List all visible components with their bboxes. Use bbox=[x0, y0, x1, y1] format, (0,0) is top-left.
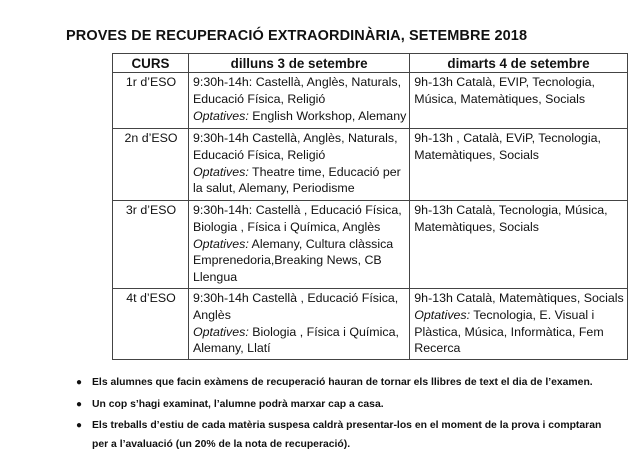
page-title: PROVES DE RECUPERACIÓ EXTRAORDINÀRIA, SETEMBRE 2018 bbox=[66, 28, 528, 44]
note-item bbox=[76, 396, 616, 415]
subjects-line: Música, Matemàtiques, Socials bbox=[414, 91, 586, 106]
note-item bbox=[76, 417, 616, 454]
header-day-1: dilluns 3 de setembre bbox=[189, 54, 410, 73]
notes-list bbox=[76, 374, 616, 457]
optatives-text: Biologia , Física i Química, bbox=[248, 324, 399, 339]
optatives-text: Theatre time, Educació per bbox=[248, 164, 401, 179]
table-header-row bbox=[113, 54, 628, 73]
optatives-text: Emprenedoria,Breaking News, CB bbox=[193, 253, 382, 268]
table-row bbox=[113, 201, 628, 289]
optatives-text: Alemany, Cultura clàssica bbox=[248, 236, 394, 251]
bullet-icon: ● bbox=[76, 398, 83, 410]
course-label: 4t d’ESO bbox=[126, 290, 176, 305]
subjects-line: 9:30h-14h Castellà, Anglès, Naturals, bbox=[193, 131, 398, 145]
table-row bbox=[113, 129, 628, 201]
subjects-line: Anglès bbox=[193, 307, 231, 322]
subjects-line: Matemàtiques, Socials bbox=[414, 219, 539, 234]
course-label: 3r d’ESO bbox=[125, 203, 177, 217]
optatives-text: Recerca bbox=[414, 341, 461, 356]
optatives-text: Plàstica, Música, Informàtica, Fem bbox=[414, 324, 604, 339]
optatives-text: Alemany, Llatí bbox=[193, 341, 271, 356]
optatives-line bbox=[193, 324, 406, 341]
optatives-label: Optatives: bbox=[193, 108, 249, 123]
note-item bbox=[76, 374, 616, 393]
optatives-label: Optatives: bbox=[193, 236, 249, 251]
exam-cell-1 bbox=[189, 288, 410, 359]
subjects-line: 9h-13h , Català, EViP, Tecnologia, bbox=[414, 131, 601, 145]
bullet-icon: ● bbox=[76, 420, 83, 431]
table-row bbox=[113, 288, 628, 359]
course-label: 2n d’ESO bbox=[124, 131, 178, 145]
optatives-line bbox=[193, 108, 406, 125]
optatives-text: English Workshop, Alemany bbox=[248, 108, 407, 123]
bullet-icon: ● bbox=[76, 377, 83, 388]
exam-cell-1 bbox=[189, 129, 410, 201]
subjects-line: 9h-13h Català, Tecnologia, Música, bbox=[414, 203, 608, 217]
subjects-line: Biologia , Física i Química, Anglès bbox=[193, 219, 381, 234]
exam-cell-1 bbox=[189, 73, 410, 129]
note-text: Un cop s’hagi examinat, l’alumne podrà marxar cap a casa. bbox=[92, 398, 384, 410]
course-label: 1r d’ESO bbox=[125, 75, 177, 89]
optatives-line bbox=[193, 164, 406, 181]
subjects-line: 9:30h-14h: Castellà , Educació Física, bbox=[193, 203, 402, 217]
optatives-label: Optatives: bbox=[414, 307, 471, 322]
schedule-table bbox=[112, 53, 628, 360]
optatives-label: Optatives: bbox=[193, 324, 249, 339]
course-cell bbox=[113, 288, 189, 359]
subjects-line: Educació Física, Religió bbox=[193, 91, 326, 106]
header-day-2: dimarts 4 de setembre bbox=[410, 54, 627, 73]
course-cell bbox=[113, 129, 189, 201]
note-text: Els treballs d’estiu de cada matèria suspesa caldrà presentar-los en el moment de la prova i comptaran bbox=[92, 420, 602, 431]
subjects-line: 9h-13h Català, EVIP, Tecnologia, bbox=[414, 75, 595, 89]
optatives-line bbox=[414, 307, 623, 324]
exam-cell-2 bbox=[410, 129, 627, 201]
optatives-text: la salut, Alemany, Periodisme bbox=[193, 181, 355, 196]
optatives-label: Optatives: bbox=[193, 164, 249, 179]
note-text: per a l’avaluació (un 20% de la nota de recuperació). bbox=[92, 438, 351, 450]
optatives-text: Tecnologia, E. Visual i bbox=[470, 307, 595, 322]
header-curs: CURS bbox=[113, 54, 189, 73]
exam-cell-2 bbox=[410, 73, 627, 129]
exam-cell-2 bbox=[410, 288, 627, 359]
optatives-text: Llengua bbox=[193, 270, 238, 285]
note-text: Els alumnes que facin exàmens de recuperació hauran de tornar els llibres de text el dia de l’examen. bbox=[92, 377, 593, 388]
exam-cell-2 bbox=[410, 201, 627, 289]
subjects-line: 9:30h-14h Castellà , Educació Física, bbox=[193, 290, 399, 305]
subjects-line: Matemàtiques, Socials bbox=[414, 147, 539, 162]
course-cell bbox=[113, 73, 189, 129]
subjects-line: Educació Física, Religió bbox=[193, 147, 326, 162]
table-row bbox=[113, 73, 628, 129]
exam-cell-1 bbox=[189, 201, 410, 289]
subjects-line: 9:30h-14h: Castellà, Anglès, Naturals, bbox=[193, 75, 402, 89]
course-cell bbox=[113, 201, 189, 289]
optatives-line bbox=[193, 236, 406, 253]
subjects-line: 9h-13h Català, Matemàtiques, Socials bbox=[414, 290, 624, 305]
